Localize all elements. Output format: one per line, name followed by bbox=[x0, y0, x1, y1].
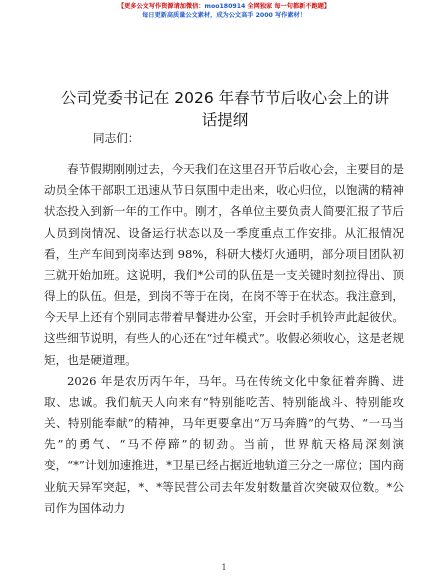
banner-prefix: 更多 bbox=[124, 3, 137, 10]
banner-bracket-close: 】 bbox=[323, 3, 331, 10]
document-body bbox=[44, 128, 404, 519]
promo-banner-line-2: 每日更新高质量公文素材，成为公文高手 2000 写作素材！ bbox=[142, 12, 306, 19]
paragraph-1: 春节假期刚刚过去，今天我们在这里召开节后收心会，主要目的是动员全体干部职工迅速从节日氛围中走出来，收心归位，以饱满的精神状态投入到新一年的工作中。刚才，各单位主要负责人简要汇报了节后人员到岗情况、设备运行状态以及一季度重点工作安排。从汇报情况看，生产车间到岗率达到 98%，科研大楼灯火通明，部分项目团队初三就开始加班。这说明，我们*公司的队伍是一支关键时刻拉得出、顶得上的队伍。但是，到岗不等于在岗，在岗不等于在状态。我注意到，今天早上还有个别同志带着早餐进办公室，开会时手机铃声此起彼伏。这些细节说明，有些人的心还在“过年模式”。收假必须收心，这是老规矩，也是硬道理。 bbox=[44, 162, 404, 367]
banner-bracket-open: 【 bbox=[117, 3, 125, 10]
banner-exclusive: 全网独家 bbox=[247, 3, 273, 10]
banner-contact-label: 公文写作资源请加微信： bbox=[136, 3, 205, 10]
paragraph-2: 2026 年是农历丙午年，马年。马在传统文化中象征着奔腾、进取、忠诚。我们航天人向来有“特别能吃苦、特别能战斗、特别能攻关、特别能奉献”的精神，马年更要拿出“万马奔腾”的气势、“一马当先”的勇气、“马不停蹄”的韧劲。当前，世界航天格局深刻演变，“*”计划加速推进，*卫星已经占据近地轨道三分之一席位；国内商业航天异军突起，*、*等民营公司去年发射数量首次突破双位数。*公司作为国体动力 bbox=[44, 373, 404, 515]
promo-banner bbox=[0, 2, 448, 21]
document-title: 公司党委书记在 2026 年春节节后收心会上的讲话提纲 bbox=[60, 89, 390, 129]
promo-banner-line-1 bbox=[0, 2, 448, 11]
banner-wechat-id: moo180914 bbox=[204, 3, 246, 10]
greeting: 同志们： bbox=[93, 131, 140, 145]
banner-slogan: 每一句都新不跑题 bbox=[274, 3, 324, 10]
page-number: 1 bbox=[221, 563, 227, 572]
